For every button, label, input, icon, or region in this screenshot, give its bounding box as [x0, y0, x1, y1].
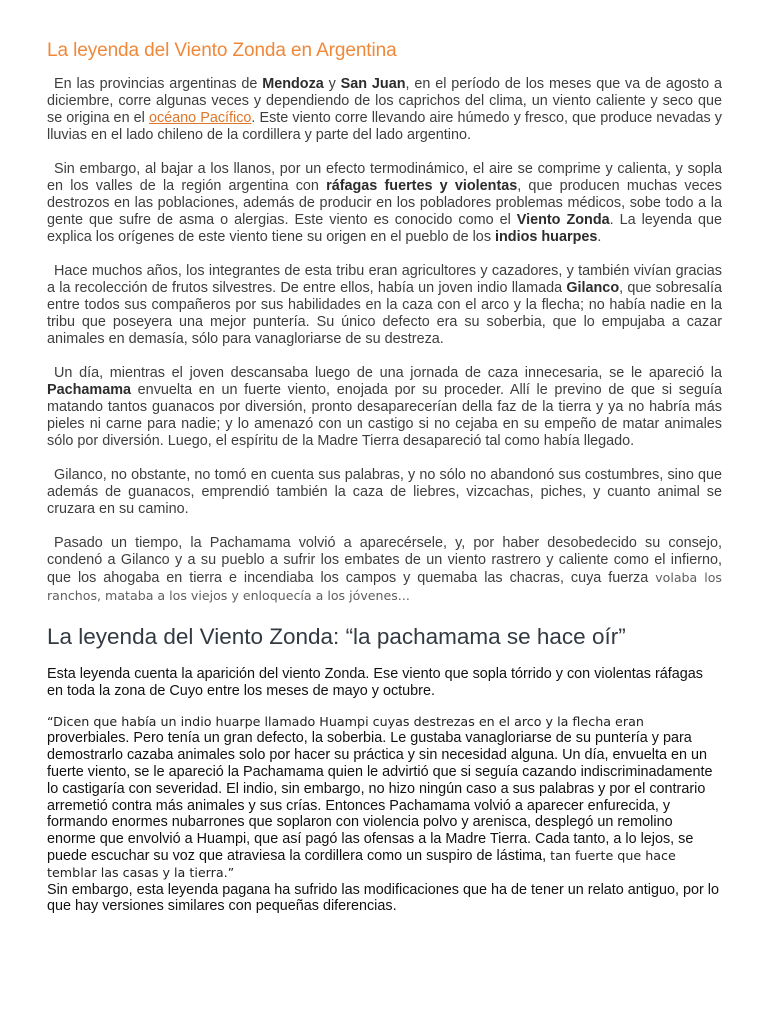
- text: . Este viento corre llevando aire húmedo y fresco, que produce nevadas y lluvias en el lado chileno de la cordillera y parte del lado argentino.: [47, 110, 722, 143]
- paragraph-6: [47, 535, 722, 605]
- text: , que producen muchas veces destrozos en las poblaciones, además de producir en los pobladores problemas médicos, sobe todo a la gente que sufre de asma o alergias. Este viento es conocido como el: [47, 178, 722, 228]
- section-viento-zonda-argentina: [47, 38, 722, 605]
- section-pachamama-se-hace-oir: [47, 622, 722, 915]
- paragraph-4: [47, 365, 722, 450]
- text: En las provincias argentinas de: [54, 76, 263, 92]
- text: y: [323, 76, 341, 92]
- text: , que sobresalía entre todos sus compañeros por sus habilidades en la caza con el arco y la flecha; no había nadie en la tribu que poseyera una mejor puntería. Su único defecto era su soberbia, que lo empujaba a cazar animales en demasía, sólo para vanagloriarse de su destreza.: [47, 280, 722, 347]
- text: envuelta en un fuerte viento, enojada por su proceder. Allí le previno de que si seguía matando tantos guanacos por diversión, pronto desaparecerían della faz de la tierra y ya no habría más pieles ni carne para nadie; y lo amenazó con un castigo si no cejaba en su empeño de matar animales sólo por diversión. Luego, el espíritu de la Madre Tierra desapareció tal como había llegado.: [47, 382, 722, 449]
- quote-tail: tan fuerte que hace temblar las casas y la tierra.”: [47, 847, 676, 880]
- bold-pachamama: Pachamama: [47, 382, 131, 398]
- paragraph-1: [47, 76, 722, 144]
- bold-mendoza: Mendoza: [262, 76, 324, 92]
- document-page: [47, 38, 722, 915]
- text: Sin embargo, al bajar a los llanos, por un efecto termodinámico, el aire se comprime y calienta, y sopla en los valles de la región argentina con: [47, 161, 722, 194]
- intro-paragraph: Esta leyenda cuenta la aparición del viento Zonda. Ese viento que sopla tórrido y con violentas ráfagas en toda la zona de Cuyo entre los meses de mayo y octubre.: [47, 666, 703, 699]
- paragraph-3: [47, 263, 722, 348]
- text-faded: volaba los ranchos, mataba a los viejos y enloquecía a los jóvenes...: [47, 570, 722, 603]
- quote-lead: “Dicen que había un indio huarpe llamado Huampi cuyas destrezas en el arco y la flecha eran: [47, 713, 644, 729]
- paragraph-5: Gilanco, no obstante, no tomó en cuenta sus palabras, y no sólo no abandonó sus costumbres, sino que además de guanacos, emprendió también la caza de liebres, vizcachas, piches, y cuanto animal se cruzara en su camino.: [47, 467, 722, 517]
- closing-paragraph: Sin embargo, esta leyenda pagana ha sufrido las modificaciones que ha de tener un relato antiguo, por lo que hay versiones similares con pequeñas diferencias.: [47, 881, 720, 915]
- section-title: La leyenda del Viento Zonda en Argentina: [47, 40, 397, 61]
- link-oceano-pacifico[interactable]: océano Pacífico: [148, 110, 252, 126]
- quote-body: proverbiales. Pero tenía un gran defecto, la soberbia. Le gustaba vanagloriarse de su puntería y para demostrarlo cazaba animales solo por hacer su práctica y sin necesidad alguna. Un día, envuelta en un fuerte viento, se le apareció la Pachamama quien le advirtió que si seguía cazando indiscriminadamente lo castigaría con severidad. El indio, sin embargo, no hizo ningún caso a sus palabras y por el contrario arremetió contra más animales y sus crías. Entonces Pachamama volvió a aparecer enfurecida, y formando enormes nubarrones que soplaron con violencia polvo y arenisca, desplegó un remolino enorme que envolvió a Huampi, que así pagó las ofensas a la Madre Tierra. Cada tanto, a lo lejos, se puede escuchar su voz que atraviesa la cordillera como un suspiro de lástima,: [47, 730, 713, 864]
- text: Hace muchos años, los integrantes de esta tribu eran agricultores y cazadores, y también vivían gracias a la recolección de frutos silvestres. De entre ellos, había un joven indio llamada: [47, 263, 722, 296]
- bold-gilanco: Gilanco: [566, 280, 620, 296]
- text: . La leyenda que explica los orígenes de este viento tiene su origen en el pueblo de los: [47, 212, 722, 245]
- bold-indios-huarpes: indios huarpes: [495, 229, 598, 245]
- paragraph-2: [47, 161, 722, 246]
- bold-san-juan: San Juan: [340, 76, 406, 92]
- section-title: La leyenda del Viento Zonda: “la pachamama se hace oír”: [47, 624, 626, 649]
- quote-paragraph: [47, 714, 722, 882]
- bold-rafagas: ráfagas fuertes y violentas: [326, 178, 518, 194]
- text: , en el período de los meses que va de agosto a diciembre, corre algunas veces y dependiendo de los caprichos del clima, un viento caliente y seco que se origina en el: [47, 76, 722, 126]
- text: .: [597, 229, 602, 245]
- text: Pasado un tiempo, la Pachamama volvió a aparecérsele, y, por haber desobedecido su consejo, condenó a Gilanco y a su pueblo a sufrir los embates de un viento rastrero y caliente como el infierno, que los ahogaba en tierra e incendiaba los campos y quemaba las chacras, cuya fuerza: [47, 535, 722, 586]
- text: Un día, mientras el joven descansaba luego de una jornada de caza innecesaria, se le apareció la: [54, 365, 722, 381]
- bold-viento-zonda: Viento Zonda: [516, 212, 610, 228]
